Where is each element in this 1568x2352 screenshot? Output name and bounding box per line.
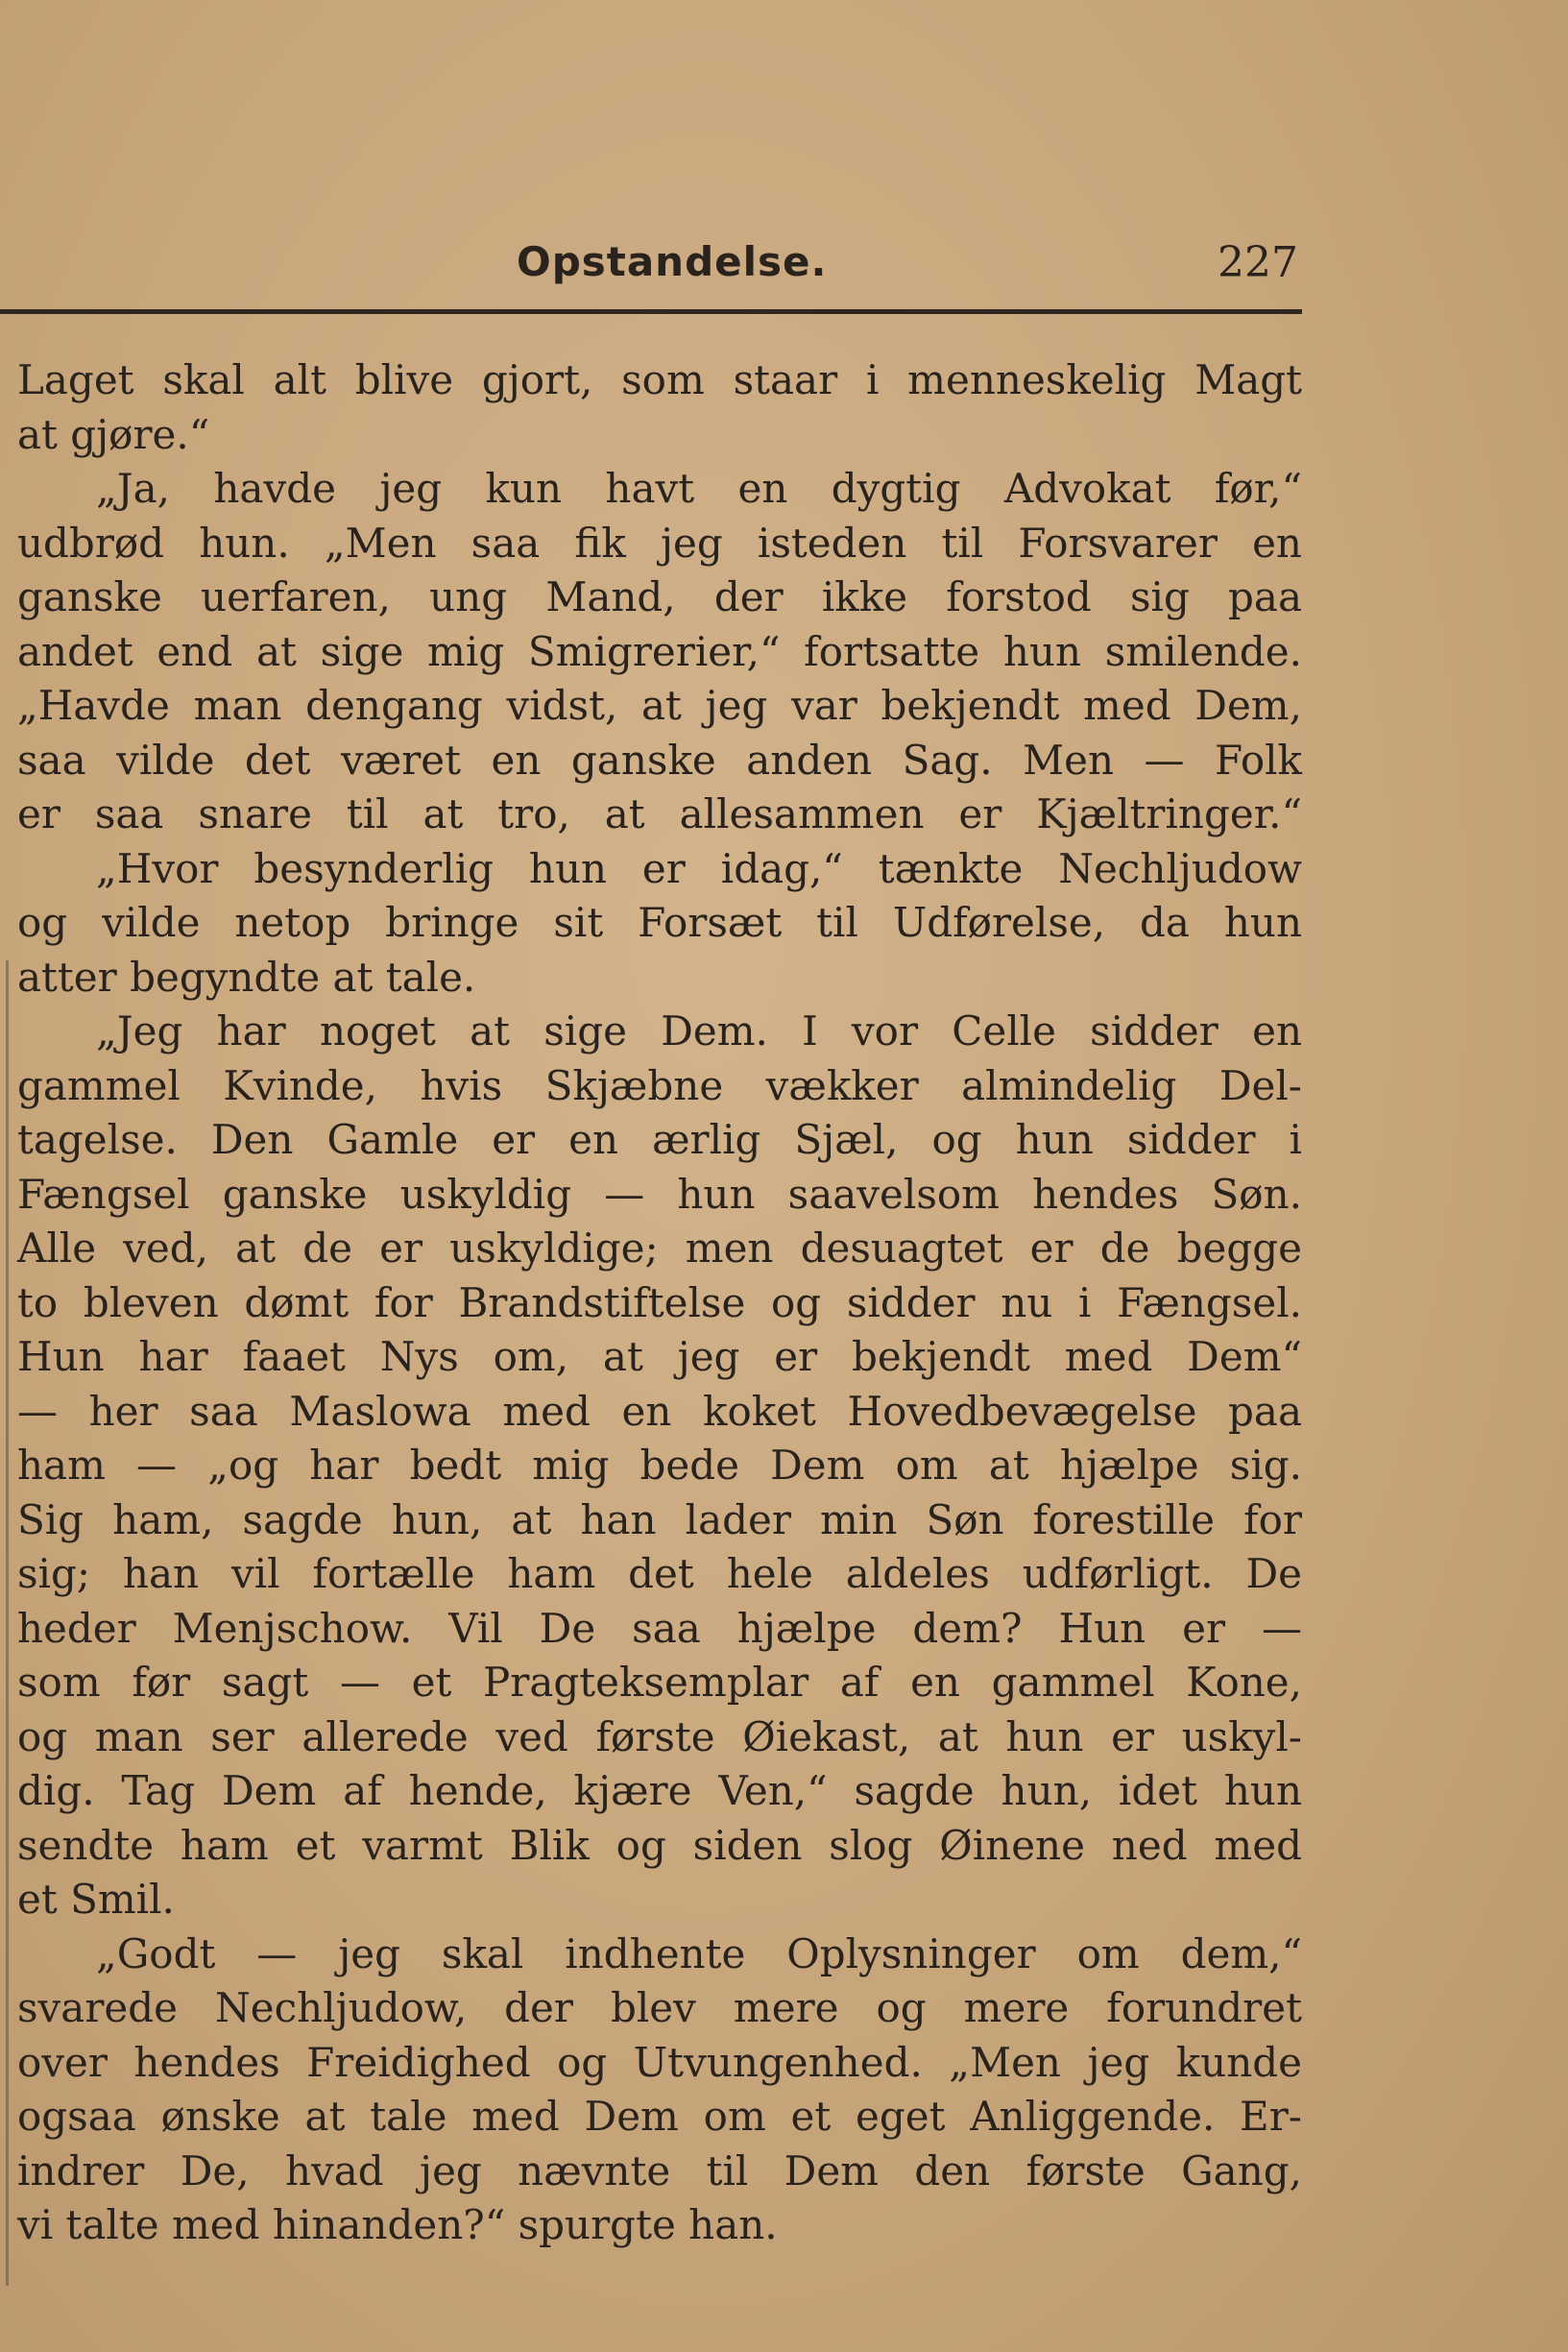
text-line: „Ja, havde jeg kun havt en dygtig Advokat før,“	[96, 465, 1302, 512]
body-text	[0, 353, 1302, 2253]
running-header	[0, 238, 1298, 296]
text-line: vi talte med hinanden?“ spurgte han.	[17, 2201, 778, 2248]
text-line: at gjøre.“	[17, 410, 210, 458]
text-line: saa vilde det været en ganske anden Sag. Men — Folk	[17, 736, 1302, 784]
text-line: ogsaa ønske at tale med Dem om et eget Anliggende. Er-	[17, 2093, 1302, 2140]
text-line: sig; han vil fortælle ham det hele aldeles udførligt. De	[17, 1550, 1302, 1597]
text-line: atter begyndte at tale.	[17, 953, 476, 1001]
text-line: svarede Nechljudow, der blev mere og mere forundret	[17, 1984, 1302, 2031]
text-line: som før sagt — et Pragteksemplar af en gammel Kone,	[17, 1659, 1302, 1706]
text-line: — her saa Maslowa med en koket Hovedbevægelse paa	[17, 1387, 1302, 1435]
text-line: „Havde man dengang vidst, at jeg var bekjendt med Dem,	[17, 682, 1302, 729]
text-line: ganske uerfaren, ung Mand, der ikke forstod sig paa	[17, 573, 1302, 620]
text-line: tagelse. Den Gamle er en ærlig Sjæl, og hun sidder i	[17, 1116, 1302, 1163]
header-rule	[0, 309, 1302, 314]
text-line: Hun har faaet Nys om, at jeg er bekjendt med Dem“	[17, 1333, 1302, 1380]
page-number: 227	[1218, 238, 1298, 287]
text-line: og man ser allerede ved første Øiekast, at hun er uskyl-	[17, 1712, 1302, 1760]
text-line: indrer De, hvad jeg nævnte til Dem den første Gang,	[17, 2146, 1302, 2194]
text-line: et Smil.	[17, 1876, 175, 1923]
text-line: „Jeg har noget at sige Dem. I vor Celle sidder en	[96, 1007, 1302, 1055]
running-title: Opstandelse.	[517, 238, 828, 285]
text-line: „Hvor besynderlig hun er idag,“ tænkte Nechljudow	[96, 844, 1302, 892]
text-line: er saa snare til at tro, at allesammen er Kjæltringer.“	[17, 790, 1302, 837]
text-line: gammel Kvinde, hvis Skjæbne vækker almindelig Del-	[17, 1061, 1302, 1109]
text-line: „Godt — jeg skal indhente Oplysninger om dem,“	[96, 1929, 1302, 1977]
text-line: over hendes Freidighed og Utvungenhed. „Men jeg kunde	[17, 2038, 1302, 2086]
text-line: Sig ham, sagde hun, at han lader min Søn forestille for	[17, 1495, 1302, 1543]
text-line: Fængsel ganske uskyldig — hun saavelsom hendes Søn.	[17, 1170, 1302, 1218]
text-line: ham — „og har bedt mig bede Dem om at hjælpe sig.	[17, 1442, 1302, 1489]
text-line: udbrød hun. „Men saa fik jeg isteden til Forsvarer en	[17, 519, 1302, 567]
text-line: sendte ham et varmt Blik og siden slog Øinene ned med	[17, 1821, 1302, 1869]
text-line: dig. Tag Dem af hende, kjære Ven,“ sagde hun, idet hun	[17, 1767, 1302, 1814]
text-line: Alle ved, at de er uskyldige; men desuagtet er de begge	[17, 1224, 1302, 1272]
text-line: to bleven dømt for Brandstiftelse og sidder nu i Fængsel.	[17, 1278, 1302, 1326]
text-line: Laget skal alt blive gjort, som staar i menneskelig Magt	[17, 356, 1302, 403]
text-line: og vilde netop bringe sit Forsæt til Udførelse, da hun	[17, 899, 1302, 946]
text-line: heder Menjschow. Vil De saa hjælpe dem? Hun er —	[17, 1604, 1302, 1652]
text-line: andet end at sige mig Smigrerier,“ fortsatte hun smilende.	[17, 627, 1302, 675]
